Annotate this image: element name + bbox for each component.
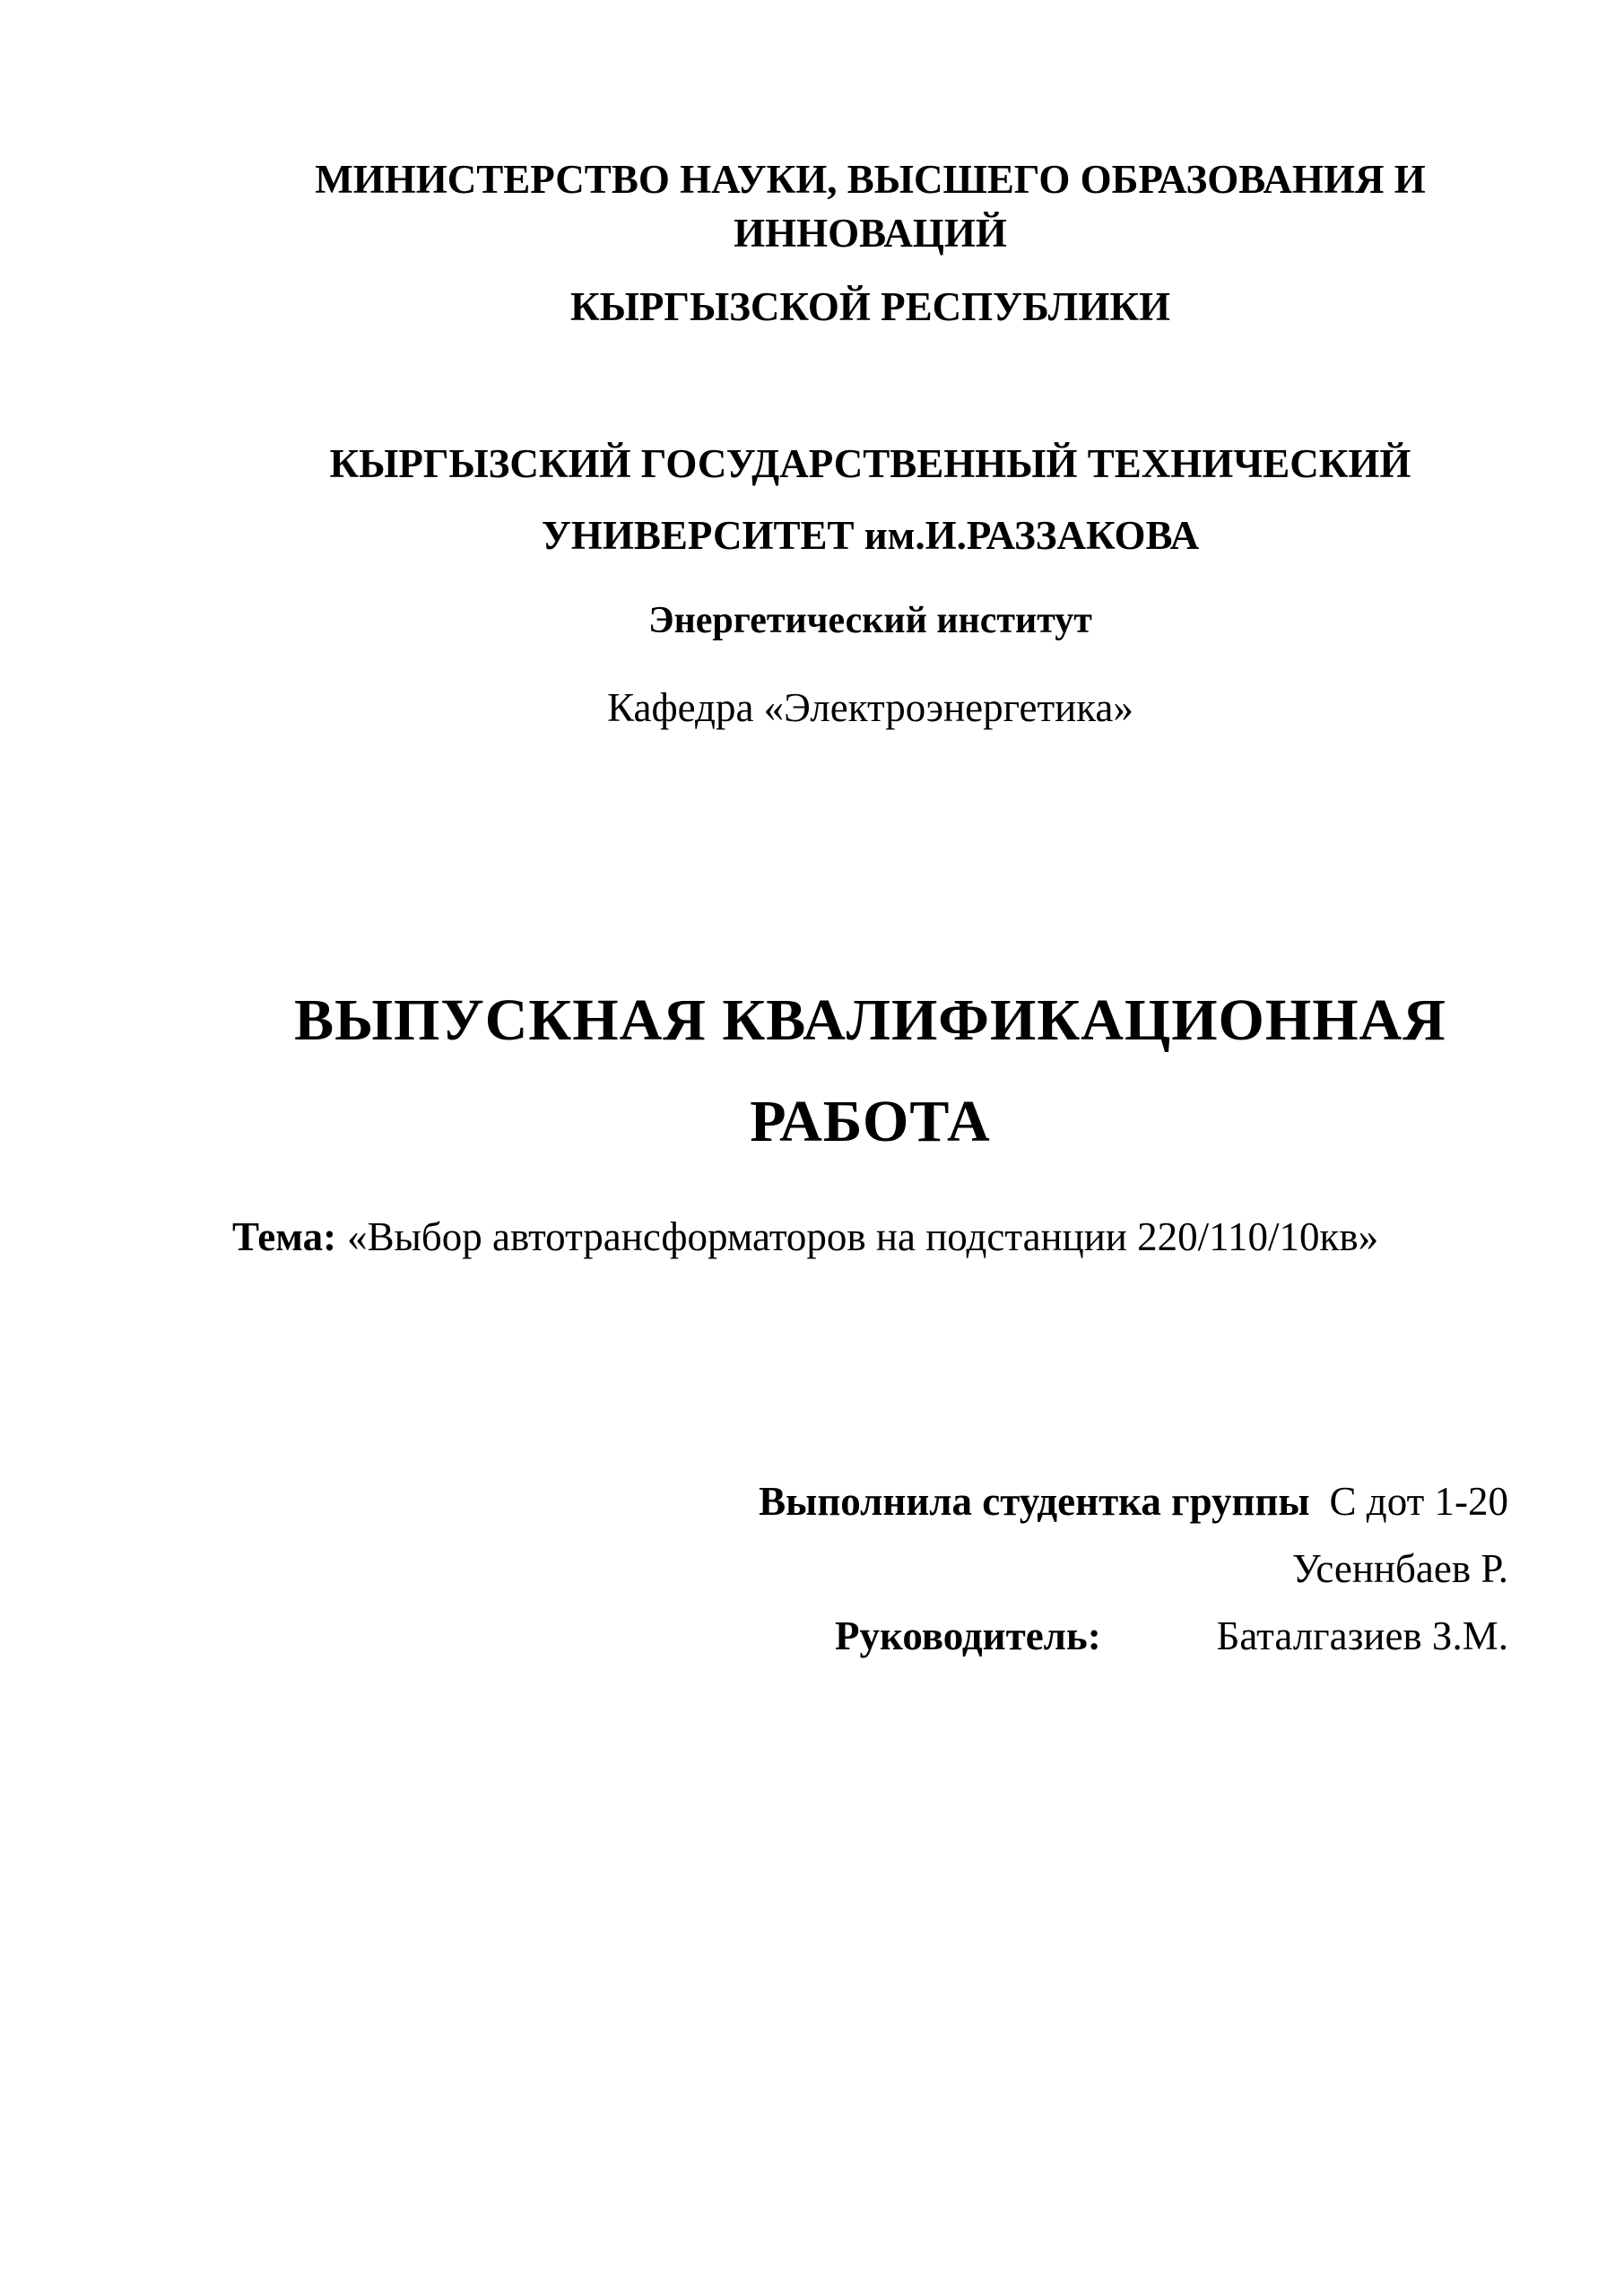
supervisor-label: Руководитель: — [835, 1613, 1101, 1658]
institute-heading: Энергетический институт — [648, 600, 1092, 641]
topic-text: «Выбор автотрансформаторов на подстанции 220/110/10кв» — [347, 1214, 1379, 1259]
ministry-line-2: ИННОВАЦИЙ — [734, 211, 1007, 256]
group-value: С дот 1-20 — [1329, 1479, 1508, 1524]
university-line-2: УНИВЕРСИТЕТ им.И.РАЗЗАКОВА — [541, 513, 1200, 558]
supervisor-name: Баталгазиев З.М. — [1216, 1613, 1508, 1658]
supervisor-line — [232, 1603, 1508, 1670]
student-name: Усеннбаев Р. — [1291, 1546, 1508, 1591]
topic-label: Тема: — [232, 1214, 337, 1259]
university-line-1: КЫРГЫЗСКИЙ ГОСУДАРСТВЕННЫЙ ТЕХНИЧЕСКИЙ — [329, 441, 1411, 486]
credits-block — [232, 1468, 1508, 1670]
republic-heading: КЫРГЫЗСКОЙ РЕСПУБЛИКИ — [570, 284, 1170, 329]
department-heading: Кафедра «Электроэнергетика» — [607, 685, 1133, 730]
performed-line — [232, 1468, 1508, 1535]
work-title-line-2: РАБОТА — [750, 1089, 991, 1154]
topic-line — [232, 1214, 1508, 1259]
work-title-line-1: ВЫПУСКНАЯ КВАЛИФИКАЦИОННАЯ — [294, 987, 1446, 1053]
ministry-heading — [232, 152, 1508, 260]
university-heading — [232, 428, 1508, 571]
performed-label: Выполнила студентка группы — [759, 1479, 1310, 1524]
ministry-line-1: МИНИСТЕРСТВО НАУКИ, ВЫСШЕГО ОБРАЗОВАНИЯ И — [315, 157, 1426, 202]
work-title — [232, 970, 1508, 1172]
